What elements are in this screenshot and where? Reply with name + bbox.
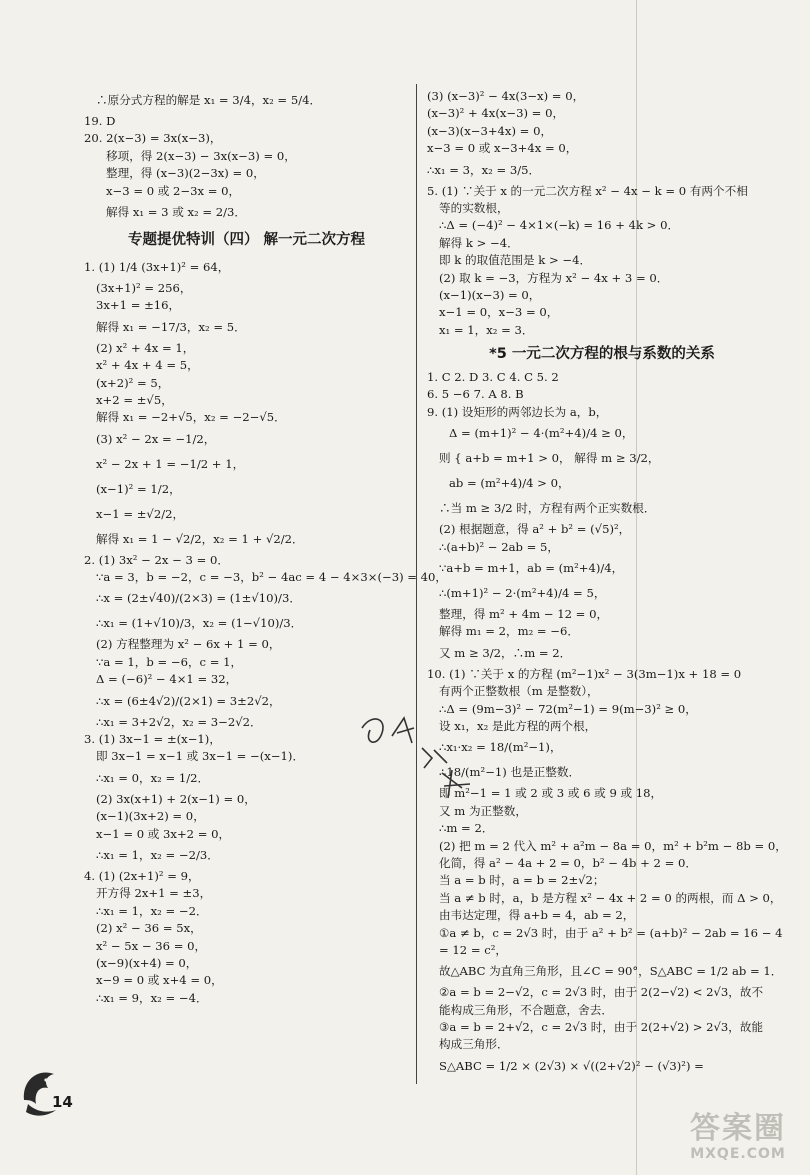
text-line: ab = (m²+4)/4 > 0，	[449, 476, 570, 491]
text-line: 能构成三角形，不合题意，舍去．	[439, 1002, 613, 1017]
text-line: 1. C 2. D 3. C 4. C 5. 2	[427, 370, 559, 385]
text-line: 10. (1) ∵关于 x 的方程 (m²−1)x² − 3(3m−1)x + 18 = 0	[427, 666, 742, 681]
dolphin-logo-icon	[16, 1060, 66, 1120]
text-line: 6. 5 −6 7. A 8. B	[427, 387, 524, 402]
text-line: ∵a = 1，b = −6，c = 1，	[96, 654, 243, 669]
text-line: x−1 = 0，x−3 = 0，	[439, 305, 559, 320]
text-line: 构成三角形．	[439, 1037, 509, 1052]
text-line: ∴x₁ = 0，x₂ = 1/2．	[96, 770, 210, 785]
text-line: 2. (1) 3x² − 2x − 3 = 0．	[84, 552, 229, 567]
text-line: (x−9)(x+4) = 0，	[96, 955, 198, 970]
text-line: 当 a ≠ b 时，a，b 是方程 x² − 4x + 2 = 0 的两根，而 Δ > 0，	[439, 890, 782, 905]
text-line: (x−1)² = 1/2，	[96, 481, 181, 496]
text-line: Δ = (−6)² − 4×1 = 32，	[96, 672, 238, 687]
text-line: 整理，得 m² + 4m − 12 = 0，	[439, 607, 609, 622]
text-line: 有两个正整数根（m 是整数），	[439, 684, 599, 699]
text-line: 9. (1) 设矩形的两邻边长为 a，b，	[427, 404, 608, 419]
text-line: x² + 4x + 4 = 5，	[96, 358, 199, 373]
page-number: 14	[52, 1093, 73, 1111]
text-line: ∴x₁ = 9，x₂ = −4．	[96, 990, 208, 1005]
text-line: = 12 = c²，	[439, 942, 507, 957]
text-line: ②a = b = 2−√2，c = 2√3 时，由于 2(2−√2) < 2√3，故不	[439, 985, 764, 1000]
text-line: 解得 k > −4．	[439, 235, 519, 250]
text-line: x−9 = 0 或 x+4 = 0，	[96, 973, 223, 988]
text-line: ∴x₁ = 1，x₂ = −2/3．	[96, 847, 219, 862]
text-line: ∵a = 3，b = −2，c = −3，b² − 4ac = 4 − 4×3×(−3) = 40，	[96, 570, 448, 585]
text-line: (2) x² + 4x = 1，	[96, 340, 195, 355]
text-line: (2) 方程整理为 x² − 6x + 1 = 0，	[96, 637, 281, 652]
text-line: ③a = b = 2+√2，c = 2√3 时，由于 2(2+√2) > 2√3，故能	[439, 1020, 764, 1035]
text-line: ∴m = 2．	[439, 821, 494, 836]
text-line: (2) 3x(x+1) + 2(x−1) = 0，	[96, 791, 256, 806]
text-line: x−1 = ±√2/2，	[96, 506, 185, 521]
text-line: 3. (1) 3x−1 = ±(x−1)，	[84, 732, 221, 747]
text-line: ∴x₁·x₂ = 18/(m²−1)，	[439, 740, 562, 755]
text-line: 由韦达定理，得 a+b = 4，ab = 2，	[439, 908, 635, 923]
text-line: x² − 2x + 1 = −1/2 + 1，	[96, 456, 245, 471]
text-line: ①a ≠ b，c = 2√3 时，由于 a² + b² = (a+b)² − 2ab = 16 − 4	[439, 925, 783, 940]
text-line: 20. 2(x−3) = 3x(x−3)，	[84, 131, 222, 146]
text-line: 解得 x₁ = 3 或 x₂ = 2/3．	[106, 204, 247, 219]
text-line: (x−3)(x−3+4x) = 0，	[427, 123, 553, 138]
text-line: x−3 = 0 或 x−3+4x = 0，	[427, 141, 578, 156]
text-line: x+2 = ±√5，	[96, 392, 173, 407]
text-line: ∴原分式方程的解是 x₁ = 3/4，x₂ = 5/4．	[96, 93, 322, 107]
text-line: 又 m 为正整数，	[439, 803, 527, 818]
text-line: 当 a = b 时，a = b = 2±√2；	[439, 873, 605, 888]
section-heading: *5 一元二次方程的根与系数的关系	[489, 346, 715, 363]
text-line: 19. D	[84, 114, 116, 128]
text-line: (2) 把 m = 2 代入 m² + a²m − 8a = 0，m² + b²m − 8b = 0，	[439, 838, 787, 853]
text-line: ∴x = (6±4√2)/(2×1) = 3±2√2，	[96, 693, 281, 708]
text-line: 又 m ≥ 3/2，∴m = 2．	[439, 645, 572, 660]
text-line: 整理，得 (x−3)(2−3x) = 0，	[106, 166, 265, 181]
section-heading: 专题提优特训（四） 解一元二次方程	[127, 231, 366, 248]
text-line: 即 3x−1 = x−1 或 3x−1 = −(x−1)．	[96, 749, 305, 764]
text-line: 解得 x₁ = −17/3，x₂ = 5．	[96, 319, 246, 334]
text-line: (x−1)(x−3) = 0，	[439, 287, 541, 302]
text-line: 解得 x₁ = −2+√5，x₂ = −2−√5．	[96, 410, 286, 425]
text-line: x₁ = 1，x₂ = 3．	[439, 322, 534, 337]
text-line: (x−1)(3x+2) = 0，	[96, 809, 205, 824]
text-line: ∴(a+b)² − 2ab = 5，	[439, 539, 559, 554]
text-line: x² − 5x − 36 = 0，	[96, 938, 207, 953]
text-line: 1. (1) 1/4 (3x+1)² = 64，	[84, 259, 230, 274]
text-line: ∴(m+1)² − 2·(m²+4)/4 = 5，	[439, 586, 606, 601]
text-line: (x+2)² = 5，	[96, 375, 170, 390]
text-line: 化简，得 a² − 4a + 2 = 0，b² − 4b + 2 = 0．	[439, 855, 697, 870]
text-line: 等的实数根，	[439, 200, 509, 215]
text-line: 解得 m₁ = 2，m₂ = −6．	[439, 624, 579, 639]
text-line: 移项，得 2(x−3) − 3x(x−3) = 0，	[106, 148, 296, 163]
watermark	[682, 1112, 794, 1162]
right-column	[427, 88, 787, 1079]
text-line: 故△ABC 为直角三角形，且∠C = 90°，S△ABC = 1/2 ab = 1．	[439, 964, 783, 979]
text-line: S△ABC = 1/2 × (2√3) × √((2+√2)² − (√3)²) =	[439, 1058, 704, 1073]
text-line: ∵a+b = m+1，ab = (m²+4)/4，	[439, 561, 624, 576]
text-line: x−1 = 0 或 3x+2 = 0，	[96, 826, 231, 841]
watermark-main: 答案圈	[690, 1111, 786, 1146]
text-line: ∴x₁ = (1+√10)/3，x₂ = (1−√10)/3．	[96, 616, 303, 631]
text-line: (2) 取 k = −3，方程为 x² − 4x + 3 = 0．	[439, 270, 669, 285]
watermark-site: MXQE.COM	[690, 1146, 786, 1162]
text-line: 4. (1) (2x+1)² = 9，	[84, 868, 200, 883]
left-column	[84, 88, 448, 1007]
text-line: x−3 = 0 或 2−3x = 0，	[106, 183, 241, 198]
text-line: 设 x₁，x₂ 是此方程的两个根，	[439, 718, 597, 733]
text-line: (3) (x−3)² − 4x(3−x) = 0，	[427, 89, 585, 103]
text-line: (2) x² − 36 = 5x，	[96, 921, 202, 936]
text-line: 3x+1 = ±16，	[96, 298, 181, 313]
text-line: ∴18/(m²−1) 也是正整数．	[439, 765, 581, 780]
text-line: Δ = (m+1)² − 4·(m²+4)/4 ≥ 0，	[449, 426, 634, 441]
text-line: (2) 根据题意，得 a² + b² = (√5)²，	[439, 522, 631, 537]
text-line: ∴x₁ = 3+2√2，x₂ = 3−2√2．	[96, 714, 262, 729]
text-line: ∴Δ = (−4)² − 4×1×(−k) = 16 + 4k > 0．	[439, 218, 680, 233]
text-line: ∴当 m ≥ 3/2 时，方程有两个正实数根．	[439, 501, 656, 516]
text-line: ∴x₁ = 3，x₂ = 3/5．	[427, 162, 541, 177]
text-line: 则 { a+b = m+1 > 0， 解得 m ≥ 3/2，	[439, 451, 660, 466]
text-line: 即 k 的取值范围是 k > −4．	[439, 253, 592, 268]
text-line: ∴x = (2±√40)/(2×3) = (1±√10)/3．	[96, 591, 301, 606]
text-line: ∴x₁ = 1，x₂ = −2．	[96, 903, 208, 918]
text-line: 即 m²−1 = 1 或 2 或 3 或 6 或 9 或 18，	[439, 786, 663, 801]
text-line: 开方得 2x+1 = ±3，	[96, 886, 212, 901]
text-line: 5. (1) ∵关于 x 的一元二次方程 x² − 4x − k = 0 有两个不相	[427, 183, 748, 198]
text-line: (x−3)² + 4x(x−3) = 0，	[427, 106, 565, 121]
text-line: (3x+1)² = 256，	[96, 280, 192, 295]
text-line: 解得 x₁ = 1 − √2/2，x₂ = 1 + √2/2．	[96, 531, 304, 546]
text-line: ∴Δ = (9m−3)² − 72(m²−1) = 9(m−3)² ≥ 0，	[439, 701, 697, 716]
handwritten-scribble	[352, 688, 482, 818]
text-line: (3) x² − 2x = −1/2，	[96, 431, 216, 446]
